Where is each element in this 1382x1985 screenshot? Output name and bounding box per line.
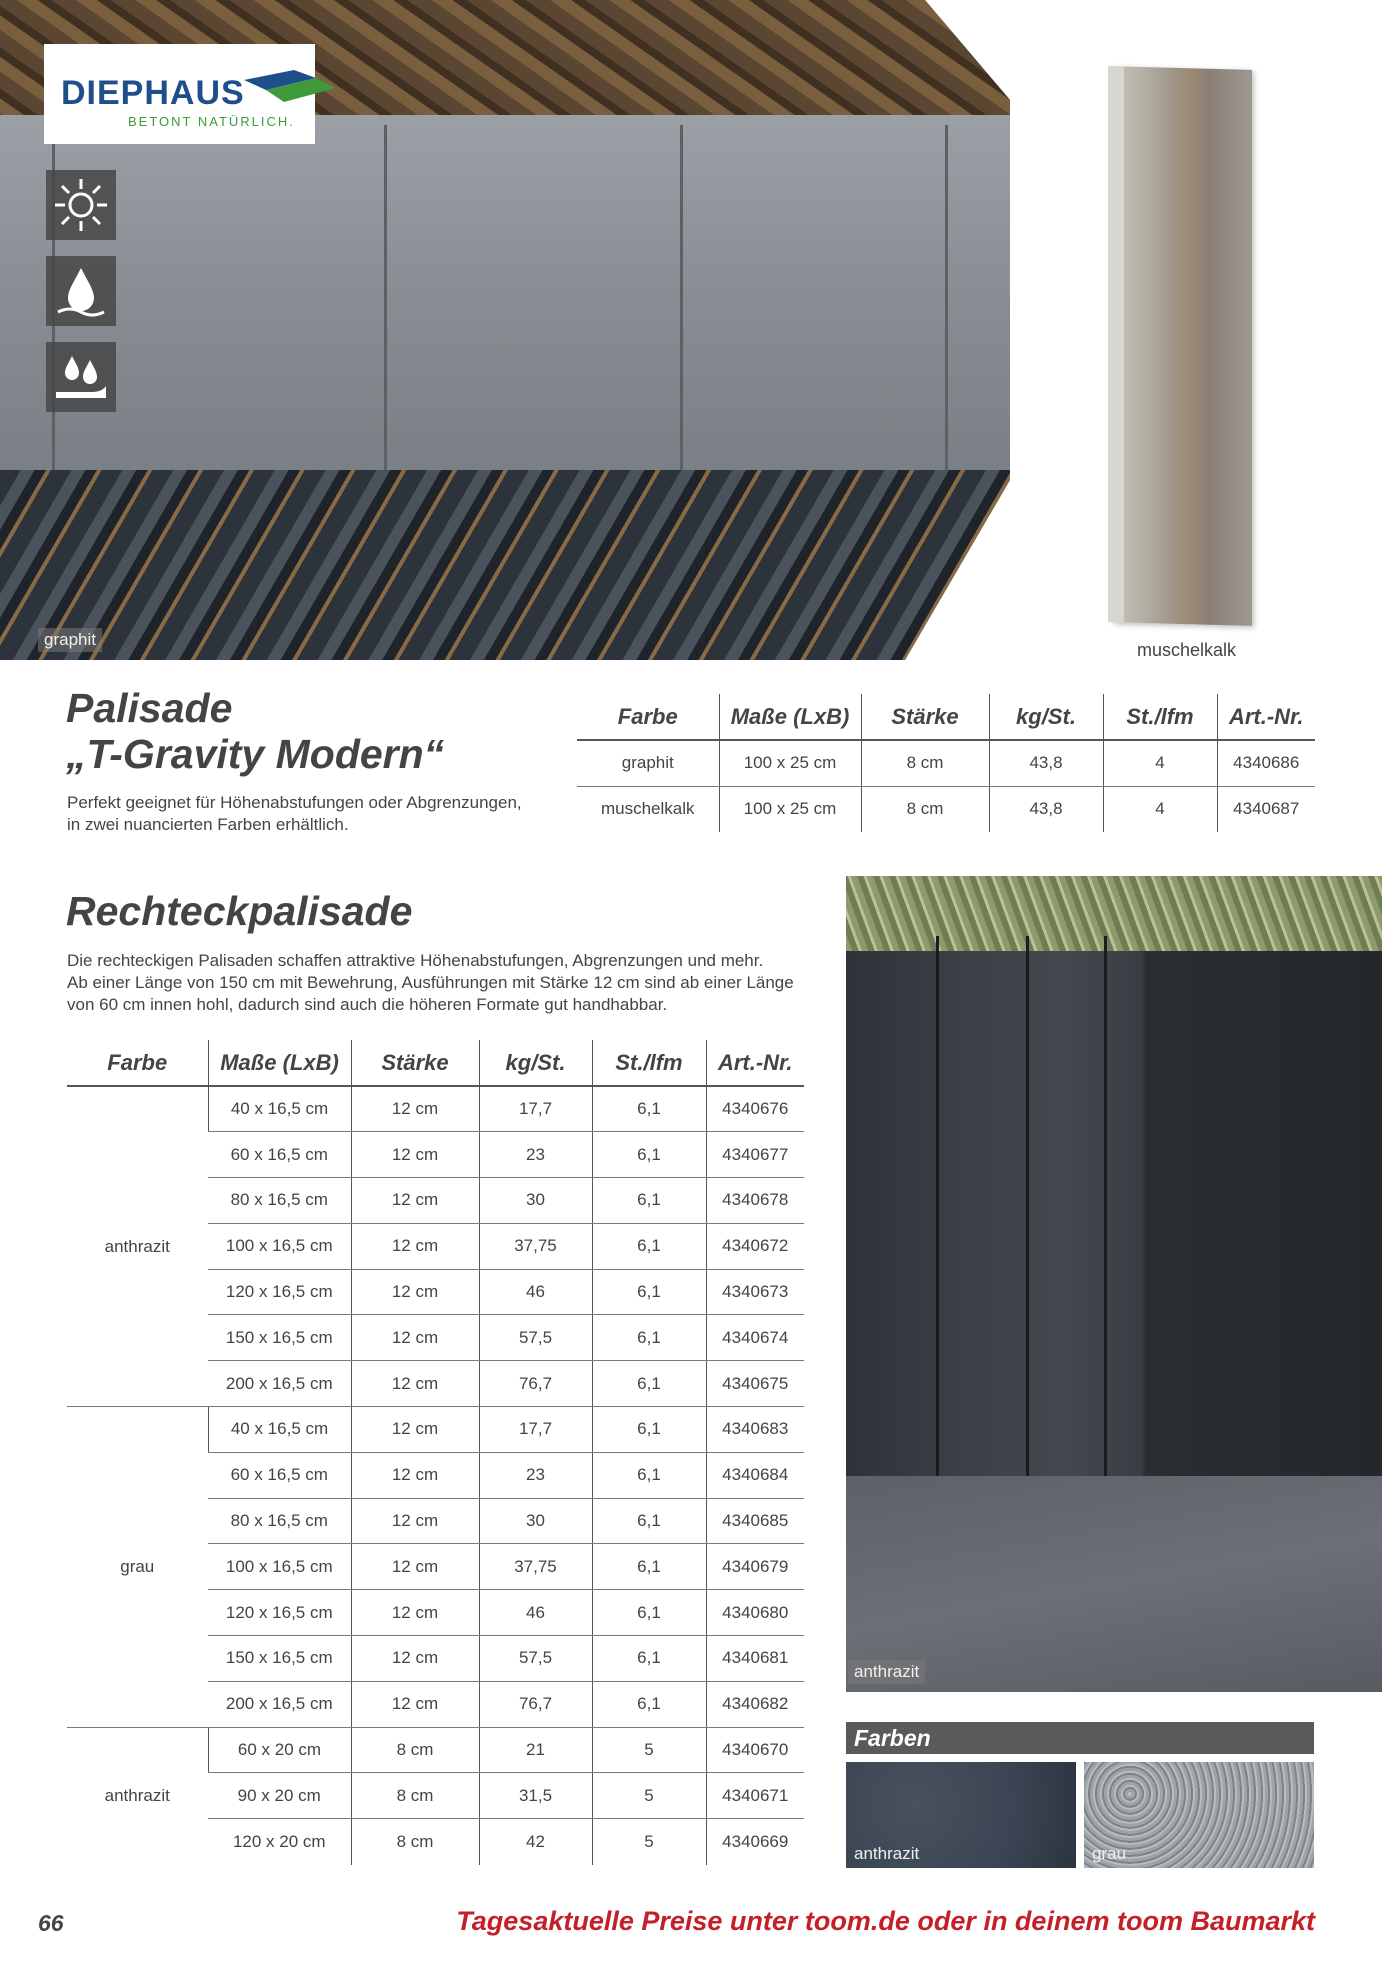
table-cell: 57,5	[479, 1636, 592, 1682]
table-cell: 200 x 16,5 cm	[208, 1361, 351, 1407]
section1-description: Perfekt geeignet für Höhenabstufungen oder Abgrenzungen, in zwei nuancierten Farben erhältlich.	[67, 793, 522, 835]
table-cell: 31,5	[479, 1773, 592, 1819]
farbe-cell: anthrazit	[67, 1086, 208, 1407]
col-header-kg: kg/St.	[989, 694, 1103, 740]
col-header-stlfm: St./lfm	[592, 1040, 706, 1086]
table-cell: 6,1	[592, 1544, 706, 1590]
table-header-row	[577, 694, 1315, 740]
table-cell: 17,7	[479, 1086, 592, 1132]
table-cell: 150 x 16,5 cm	[208, 1636, 351, 1682]
logo-mark-icon	[244, 62, 340, 106]
paving-ground	[846, 1476, 1382, 1692]
table-cell: 4340685	[706, 1498, 804, 1544]
table-cell: 6,1	[592, 1681, 706, 1727]
table-cell: 12 cm	[351, 1361, 479, 1407]
table-row	[67, 1086, 804, 1132]
section2-description: Die rechteckigen Palisaden schaffen attraktive Höhenabstufungen, Abgrenzungen und mehr. Ab einer Länge von 150 cm mit Bewehrung, Ausführungen mit Stärke 12 cm sind ab einer Länge von 60 cm innen hohl, dadurch sind auch die höheren Formate gut handhabbar.	[67, 951, 794, 1015]
palisade-seam	[936, 936, 939, 1556]
table-cell: 12 cm	[351, 1452, 479, 1498]
table-body	[67, 1086, 804, 1865]
table-cell: 4340676	[706, 1086, 804, 1132]
table-cell: 23	[479, 1452, 592, 1498]
table-cell: 8 cm	[351, 1819, 479, 1865]
table-cell: 4340672	[706, 1223, 804, 1269]
table-cell: 120 x 16,5 cm	[208, 1590, 351, 1636]
farben-header: Farben	[846, 1722, 1314, 1754]
table-cell: 30	[479, 1498, 592, 1544]
photo-label-muschelkalk: muschelkalk	[1137, 640, 1237, 660]
table-cell: 37,75	[479, 1223, 592, 1269]
table-cell: 6,1	[592, 1361, 706, 1407]
table-cell: 21	[479, 1727, 592, 1773]
table-cell: 100 x 16,5 cm	[208, 1544, 351, 1590]
col-header-farbe: Farbe	[577, 694, 719, 740]
table-cell: 5	[592, 1773, 706, 1819]
table-cell: 12 cm	[351, 1544, 479, 1590]
table-cell: 100 x 16,5 cm	[208, 1223, 351, 1269]
diephaus-logo	[44, 44, 315, 144]
logo-tagline: BETONT NATÜRLICH.	[128, 114, 295, 129]
photo-label-anthrazit: anthrazit	[848, 1660, 925, 1684]
table-row: muschelkalk 100 x 25 cm 8 cm 43,8 4 4340687	[577, 786, 1315, 832]
section2-spec-table	[67, 1040, 804, 1865]
column-photo-muschelkalk	[1112, 66, 1252, 626]
table-cell: 12 cm	[351, 1132, 479, 1178]
table-row	[67, 1407, 804, 1453]
anthrazit-palisade-photo	[846, 876, 1382, 1692]
table-row	[67, 1727, 804, 1773]
table-cell: 6,1	[592, 1269, 706, 1315]
drops-hand-icon	[46, 342, 116, 412]
table-cell: 4340680	[706, 1590, 804, 1636]
table-cell: 4340670	[706, 1727, 804, 1773]
section1-spec-table	[577, 694, 1315, 832]
table-cell: 23	[479, 1132, 592, 1178]
table-cell: 76,7	[479, 1681, 592, 1727]
table-cell: 30	[479, 1178, 592, 1224]
table-cell: 42	[479, 1819, 592, 1865]
col-header-staerke: Stärke	[351, 1040, 479, 1086]
col-header-masse: Maße (LxB)	[719, 694, 861, 740]
col-header-artnr: Art.-Nr.	[1217, 694, 1315, 740]
table-cell: 4340677	[706, 1132, 804, 1178]
table-cell: 12 cm	[351, 1223, 479, 1269]
table-cell: 12 cm	[351, 1269, 479, 1315]
table-cell: 46	[479, 1590, 592, 1636]
table-cell: 4340682	[706, 1681, 804, 1727]
table-cell: 4340681	[706, 1636, 804, 1682]
page-number: 66	[38, 1910, 64, 1936]
table-cell: 60 x 16,5 cm	[208, 1132, 351, 1178]
table-cell: 12 cm	[351, 1407, 479, 1453]
table-cell: 4340674	[706, 1315, 804, 1361]
section1-title: Palisade „T-Gravity Modern“	[66, 685, 445, 777]
table-cell: 200 x 16,5 cm	[208, 1681, 351, 1727]
table-cell: 80 x 16,5 cm	[208, 1498, 351, 1544]
table-cell: 4340671	[706, 1773, 804, 1819]
table-cell: 12 cm	[351, 1636, 479, 1682]
table-cell: 6,1	[592, 1178, 706, 1224]
footer-slogan: Tagesaktuelle Preise unter toom.de oder in deinem toom Baumarkt	[456, 1906, 1315, 1936]
ornamental-grass	[846, 876, 1382, 951]
table-cell: 12 cm	[351, 1681, 479, 1727]
table-cell: 150 x 16,5 cm	[208, 1315, 351, 1361]
table-cell: 12 cm	[351, 1086, 479, 1132]
table-cell: 6,1	[592, 1452, 706, 1498]
slate-rocks	[0, 470, 1010, 660]
table-cell: 37,75	[479, 1544, 592, 1590]
col-header-kg: kg/St.	[479, 1040, 592, 1086]
logo-wordmark: DIEPHAUS	[61, 74, 245, 112]
table-cell: 4340669	[706, 1819, 804, 1865]
table-cell: 60 x 20 cm	[208, 1727, 351, 1773]
col-header-staerke: Stärke	[861, 694, 989, 740]
table-cell: 80 x 16,5 cm	[208, 1178, 351, 1224]
table-cell: 4340673	[706, 1269, 804, 1315]
table-cell: 8 cm	[351, 1727, 479, 1773]
palisade-seam	[1104, 936, 1107, 1556]
table-cell: 4340684	[706, 1452, 804, 1498]
color-swatch-grau: grau	[1084, 1762, 1314, 1868]
table-cell: 6,1	[592, 1636, 706, 1682]
table-cell: 5	[592, 1819, 706, 1865]
table-cell: 17,7	[479, 1407, 592, 1453]
table-cell: 120 x 20 cm	[232, 1831, 326, 1851]
table-cell: 6,1	[592, 1498, 706, 1544]
table-cell: 120 x 16,5 cm	[208, 1269, 351, 1315]
table-cell: 46	[479, 1269, 592, 1315]
table-cell: 6,1	[592, 1086, 706, 1132]
table-cell: 6,1	[592, 1407, 706, 1453]
table-cell: 6,1	[592, 1223, 706, 1269]
table-header-row	[67, 1040, 804, 1086]
table-row: graphit 100 x 25 cm 8 cm 43,8 4 4340686	[577, 740, 1315, 786]
table-cell: 60 x 16,5 cm	[208, 1452, 351, 1498]
table-cell: 4340679	[706, 1544, 804, 1590]
table-cell: 12 cm	[351, 1178, 479, 1224]
table-cell: 57,5	[479, 1315, 592, 1361]
table-cell: 4340683	[706, 1407, 804, 1453]
table-cell: 8 cm	[351, 1773, 479, 1819]
table-cell: 6,1	[592, 1590, 706, 1636]
table-cell: 5	[592, 1727, 706, 1773]
farbe-cell: grau	[67, 1407, 208, 1728]
col-header-masse: Maße (LxB)	[208, 1040, 351, 1086]
table-cell: 40 x 16,5 cm	[208, 1086, 351, 1132]
color-swatch-anthrazit: anthrazit	[846, 1762, 1076, 1868]
col-header-stlfm: St./lfm	[1103, 694, 1217, 740]
col-header-farbe: Farbe	[67, 1040, 208, 1086]
table-cell: 6,1	[592, 1132, 706, 1178]
farbe-cell: anthrazit	[104, 1786, 170, 1806]
water-drop-icon	[46, 256, 116, 326]
table-cell: 4340678	[706, 1178, 804, 1224]
table-cell: 76,7	[479, 1361, 592, 1407]
section2-title: Rechteckpalisade	[66, 888, 413, 934]
table-cell: 4340675	[706, 1361, 804, 1407]
table-cell: 90 x 20 cm	[208, 1773, 351, 1819]
photo-label-graphit: graphit	[38, 628, 102, 652]
col-header-artnr: Art.-Nr.	[706, 1040, 804, 1086]
table-cell: 12 cm	[351, 1498, 479, 1544]
table-cell: 40 x 16,5 cm	[208, 1407, 351, 1453]
sun-icon	[46, 170, 116, 240]
table-cell: 12 cm	[351, 1590, 479, 1636]
table-cell: 12 cm	[351, 1315, 479, 1361]
palisade-seam	[1026, 936, 1029, 1556]
table-cell: 6,1	[592, 1315, 706, 1361]
